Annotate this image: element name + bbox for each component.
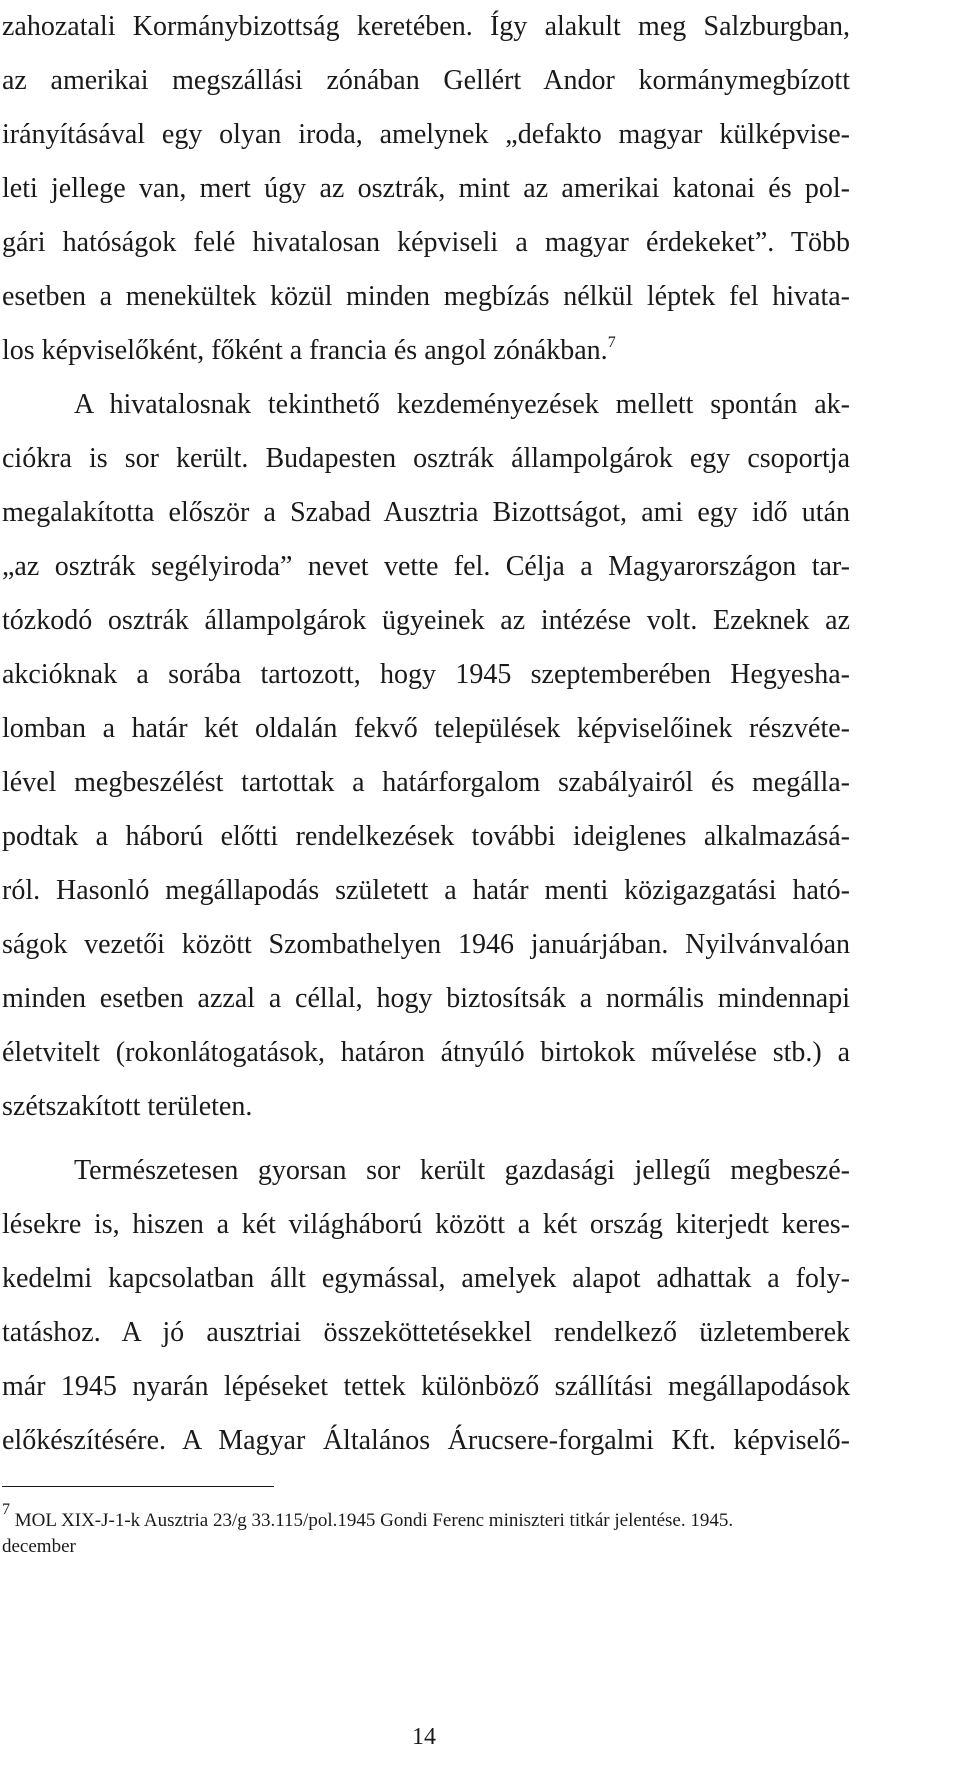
text-line: esetben a menekültek közül minden megbízás nélkül léptek fel hivata- [2, 281, 850, 312]
text-line: zahozatali Kormánybizottság keretében. Így alakult meg Salzburgban, [2, 11, 850, 42]
text-line: akcióknak a sorába tartozott, hogy 1945 szeptemberében Hegyesha- [2, 659, 850, 690]
text-line: Természetesen gyorsan sor került gazdasági jellegű megbeszé- [74, 1155, 850, 1186]
text-line: tózkodó osztrák állampolgárok ügyeinek az intézése volt. Ezeknek az [2, 605, 850, 636]
text-line: ról. Hasonló megállapodás született a határ menti közigazgatási ható- [2, 875, 850, 906]
text-line: los képviselőként, főként a francia és angol zónákban. [2, 335, 608, 366]
page-number: 14 [412, 1724, 436, 1750]
text-line: leti jellege van, mert úgy az osztrák, mint az amerikai katonai és pol- [2, 173, 850, 204]
text-line: gári hatóságok felé hivatalosan képviseli a magyar érdekeket”. Több [2, 227, 850, 258]
paragraph-end-line [2, 324, 850, 378]
text-line: irányításával egy olyan iroda, amelynek „defakto magyar külképvise- [2, 119, 850, 150]
footnote-reference[interactable]: 7 [607, 334, 616, 351]
text-line: ságok vezetői között Szombathelyen 1946 januárjában. Nyilvánvalóan [2, 929, 850, 960]
text-line: minden esetben azzal a céllal, hogy biztosítsák a normális mindennapi [2, 983, 850, 1014]
text-line: lével megbeszélést tartottak a határforgalom szabályairól és megálla- [2, 767, 850, 798]
text-line: kedelmi kapcsolatban állt egymással, amelyek alapot adhattak a foly- [2, 1263, 850, 1294]
footnote-continuation: december [2, 1536, 76, 1557]
text-line: „az osztrák segélyiroda” nevet vette fel. Célja a Magyarországon tar- [2, 551, 850, 582]
text-line: szétszakított területen. [2, 1091, 253, 1122]
text-line: podtak a háború előtti rendelkezések további ideiglenes alkalmazásá- [2, 821, 850, 852]
footnote-separator [2, 1486, 274, 1487]
footnote-number: 7 [2, 1501, 10, 1518]
text-line: lésekre is, hiszen a két világháború között a két ország kiterjedt keres- [2, 1209, 850, 1240]
footnote-text: MOL XIX-J-1-k Ausztria 23/g 33.115/pol.1945 Gondi Ferenc miniszteri titkár jelentése. 1945. [10, 1510, 734, 1531]
text-line: már 1945 nyarán lépéseket tettek különböző szállítási megállapodások [2, 1371, 850, 1402]
text-line: A hivatalosnak tekinthető kezdeményezések mellett spontán ak- [74, 389, 850, 420]
text-line: lomban a határ két oldalán fekvő települések képviselőinek részvéte- [2, 713, 850, 744]
text-line: életvitelt (rokonlátogatások, határon átnyúló birtokok művelése stb.) a [2, 1037, 850, 1068]
text-line: tatáshoz. A jó ausztriai összeköttetésekkel rendelkező üzletemberek [2, 1317, 850, 1348]
text-line: az amerikai megszállási zónában Gellért Andor kormánymegbízott [2, 65, 850, 96]
text-line: ciókra is sor került. Budapesten osztrák állampolgárok egy csoportja [2, 443, 850, 474]
footnote [2, 1501, 850, 1534]
text-line: megalakította először a Szabad Ausztria Bizottságot, ami egy idő után [2, 497, 850, 528]
text-line: előkészítésére. A Magyar Általános Árucsere-forgalmi Kft. képviselő- [2, 1425, 850, 1456]
